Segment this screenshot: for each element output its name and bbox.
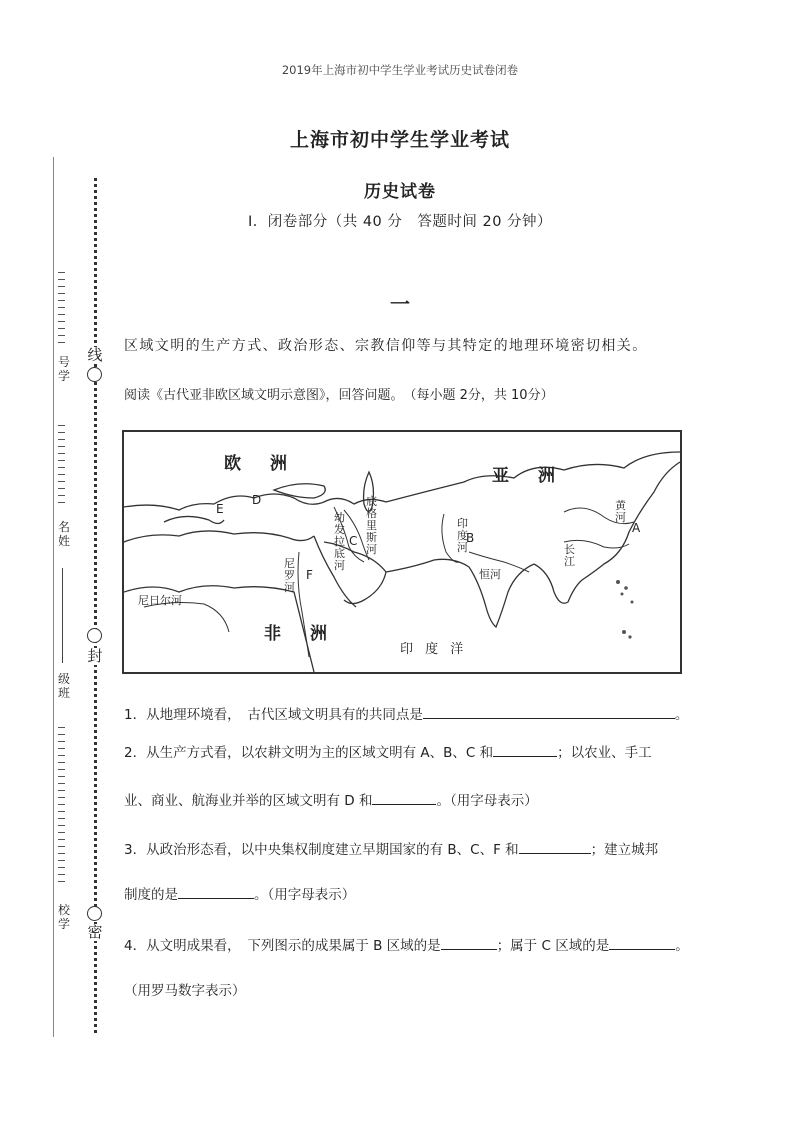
answer-blank[interactable] [441,937,497,950]
river-huang: 黄河 [615,499,626,524]
region-letter-c: C [349,534,358,548]
answer-blank[interactable] [372,792,436,805]
label-asia: 亚 洲 [492,466,561,486]
label-europe: 欧 洲 [224,454,293,474]
river-yangtze: 长江 [564,543,575,568]
exam-subject: 历史试卷 [364,182,436,202]
intro-text: 区域文明的生产方式、政治形态、宗教信仰等与其特定的地理环境密切相关。 [124,338,648,354]
region-letter-e: E [216,502,224,516]
part-number: 一 [390,292,410,316]
river-nile: 尼罗河 [284,557,295,594]
label-class: 级班 [57,672,70,700]
label-africa: 非 洲 [264,624,333,644]
seal-word-line: 线 [87,346,103,364]
seal-circle [87,906,102,921]
seal-circle [87,628,102,643]
answer-blank[interactable] [519,841,591,854]
label-school: 校学 [57,903,70,931]
answer-blank[interactable] [423,706,675,719]
fill-line-class [62,568,63,663]
seal-word-seal: 封 [87,647,103,665]
region-letter-a: A [632,521,641,535]
question-1: 1．从地理环境看， 古代区域文明具有的共同点是 。 [124,707,689,723]
answer-blank[interactable] [178,886,254,899]
label-name: 名姓 [57,520,70,548]
fill-line-school [58,727,65,888]
question-4-line-2: （用罗马数字表示） [124,983,246,999]
river-euphrates: 幼发拉底河 [334,511,345,572]
label-indian-ocean: 印 度 洋 [400,642,468,657]
ancient-civilizations-map [122,430,682,674]
fill-line-student-id [58,272,65,349]
region-letter-d: D [252,493,262,507]
fill-line-name [58,425,65,509]
running-header: 2019年上海市初中学生学业考试历史试卷闭卷 [281,63,519,77]
question-3-line-1: 3．从政治形态看，以中央集权制度建立早期国家的有 B、C、F 和 ；建立城邦 [124,842,659,858]
instruction-text: 阅读《古代亚非欧区域文明示意图》，回答问题。 （每小题 2分，共 10分） [124,388,554,403]
question-3-line-2: 制度的是 。（用字母表示） [124,887,356,903]
river-tigris: 底格里斯河 [366,495,377,556]
answer-blank[interactable] [609,937,675,950]
question-2-line-2: 业、商业、航海业并举的区域文明有 D 和 。（用字母表示） [124,793,538,809]
section-heading: I．闭卷部分（共 40 分 答题时间 20 分钟） [247,214,553,230]
river-niger: 尼日尔河 [138,594,182,607]
river-ganges: 恒河 [479,568,501,581]
question-4-line-1: 4．从文明成果看， 下列图示的成果属于 B 区域的是 ；属于 C 区域的是 。 [124,938,689,954]
question-2-line-1: 2．从生产方式看，以农耕文明为主的区域文明有 A、B、C 和 ；以农业、手工 [124,745,652,761]
region-letter-b: B [466,531,475,545]
region-letter-f: F [306,568,313,582]
answer-blank[interactable] [493,744,557,757]
label-student-id: 号学 [57,355,70,383]
river-indus: 印度河 [457,517,468,554]
margin-rule [53,157,54,1037]
seal-circle [87,367,102,382]
seal-word-secret: 密 [87,923,103,941]
exam-title: 上海市初中学生学业考试 [289,129,510,151]
map-coastlines [124,432,680,672]
cut-line-dots [94,178,97,1033]
